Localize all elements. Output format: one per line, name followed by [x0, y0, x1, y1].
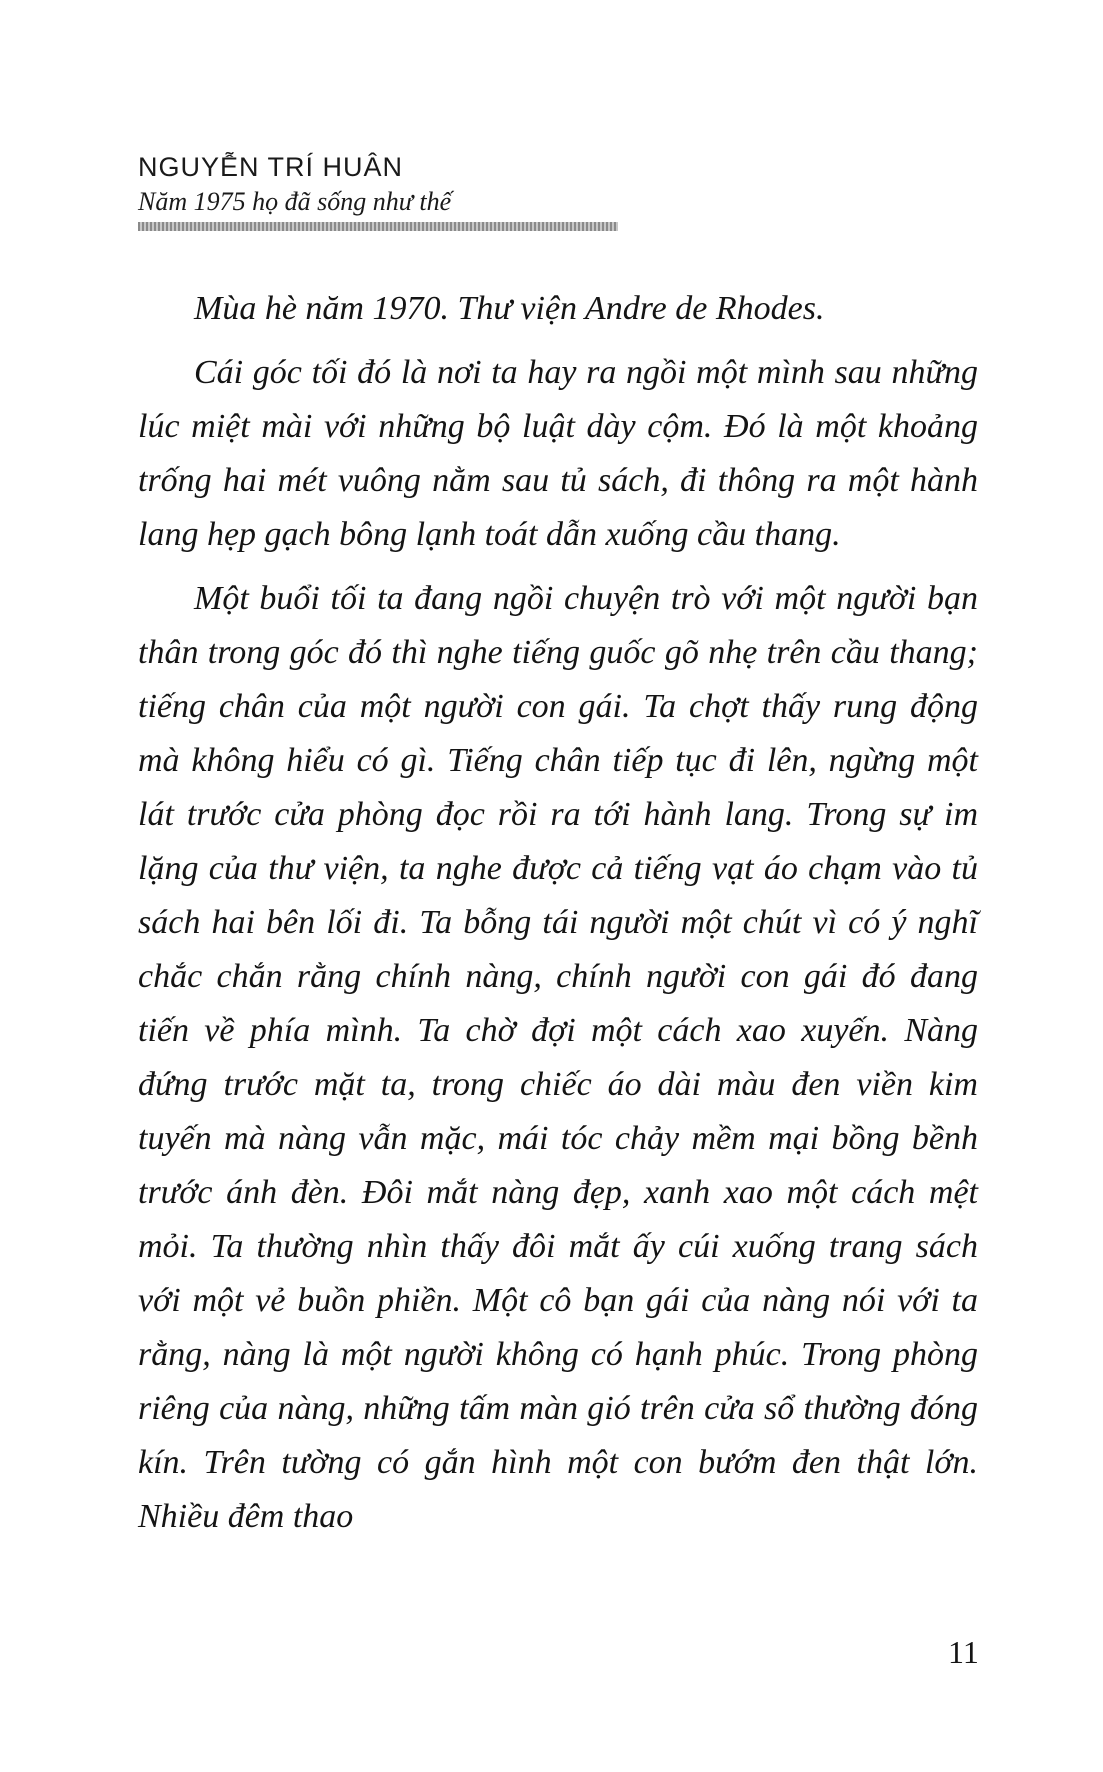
page-number: 11 [948, 1634, 979, 1670]
header-divider [138, 222, 618, 231]
paragraph-3: Một buổi tối ta đang ngồi chuyện trò với một người bạn thân trong góc đó thì nghe tiếng guốc gõ nhẹ trên cầu thang; tiếng chân của một người con gái. Ta chợt thấy rung động mà không hiểu có gì. Tiếng chân tiếp tục đi lên, ngừng một lát trước cửa phòng đọc rồi ra tới hành lang. Trong sự im lặng của thư viện, ta nghe được cả tiếng vạt áo chạm vào tủ sách hai bên lối đi. Ta bỗng tái người một chút vì có ý nghĩ chắc chắn rằng chính nàng, chính người con gái đó đang tiến về phía mình. Ta chờ đợi một cách xao xuyến. Nàng đứng trước mặt ta, trong chiếc áo dài màu đen viền kim tuyến mà nàng vẫn mặc, mái tóc chảy mềm mại bồng bềnh trước ánh đèn. Đôi mắt nàng đẹp, xanh xao một cách mệt mỏi. Ta thường nhìn thấy đôi mắt ấy cúi xuống trang sách với một vẻ buồn phiền. Một cô bạn gái của nàng nói với ta rằng, nàng là một người không có hạnh phúc. Trong phòng riêng của nàng, những tấm màn gió trên cửa sổ thường đóng kín. Trên tường có gắn hình một con bướm đen thật lớn. Nhiều đêm thao [138, 580, 978, 1535]
paragraph-1: Mùa hè năm 1970. Thư viện Andre de Rhodes. [194, 290, 825, 327]
body-text [138, 282, 978, 1554]
author-name: NGUYỄN TRÍ HUÂN [138, 152, 404, 182]
running-header [138, 150, 618, 218]
paragraph-2: Cái góc tối đó là nơi ta hay ra ngồi một mình sau những lúc miệt mài với những bộ luật dày cộm. Đó là một khoảng trống hai mét vuông nằm sau tủ sách, đi thông ra một hành lang hẹp gạch bông lạnh toát dẫn xuống cầu thang. [138, 354, 978, 553]
book-title: Năm 1975 họ đã sống như thế [138, 187, 452, 216]
